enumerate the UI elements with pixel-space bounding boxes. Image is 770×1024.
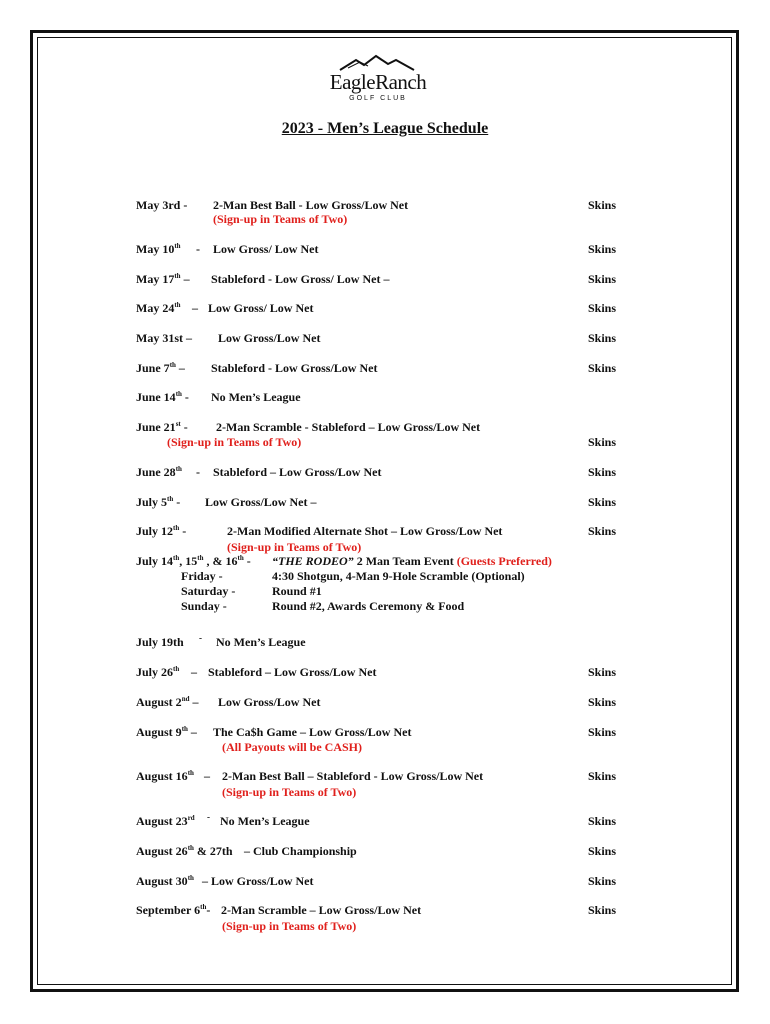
page-border-inner: [37, 37, 732, 985]
row-date: August 2nd –: [136, 695, 199, 709]
row-event: No Men’s League: [216, 635, 306, 649]
skins-label: Skins: [588, 903, 617, 917]
row-date: May 31st –: [136, 331, 192, 345]
rodeo-event-title: “THE RODEO”: [272, 554, 354, 568]
skins-label: Skins: [588, 495, 617, 509]
row-separator: -: [207, 812, 210, 822]
row-separator: -: [196, 465, 200, 479]
row-date: July 26th: [136, 665, 180, 679]
skins-label: Skins: [588, 331, 617, 345]
row-date: June 28th: [136, 465, 182, 479]
row-event: 2-Man Best Ball - Low Gross/Low Net: [213, 198, 409, 212]
row-date: July 12th -: [136, 524, 187, 538]
row-event: Stableford – Low Gross/Low Net: [213, 465, 382, 479]
row-date: August 23rd: [136, 814, 195, 828]
skins-label: Skins: [588, 435, 617, 449]
row-event: The Ca$h Game – Low Gross/Low Net: [213, 725, 412, 739]
logo-name: EagleRanch: [329, 70, 427, 94]
skins-label: Skins: [588, 874, 617, 888]
skins-label: Skins: [588, 272, 617, 286]
row-event: – Club Championship: [244, 844, 357, 858]
row-event: Low Gross/Low Net: [218, 331, 321, 345]
row-event: Low Gross/Low Net: [218, 695, 321, 709]
row-date: August 9th –: [136, 725, 197, 739]
row-note: (Sign-up in Teams of Two): [222, 919, 357, 933]
skins-label: Skins: [588, 665, 617, 679]
row-date: June 21st -: [136, 420, 188, 434]
skins-label: Skins: [588, 198, 617, 212]
eagle-ranch-logo: [318, 54, 448, 110]
row-event: Low Gross/Low Net –: [205, 495, 317, 509]
row-event: Low Gross/ Low Net: [208, 301, 314, 315]
row-separator: -: [196, 242, 200, 256]
row-date: August 30th: [136, 874, 194, 888]
row-event: Stableford – Low Gross/Low Net: [208, 665, 377, 679]
row-separator: –: [192, 301, 198, 315]
row-date: August 26th & 27th: [136, 844, 233, 858]
row-separator: -: [199, 633, 202, 643]
row-event: Low Gross/ Low Net: [213, 242, 319, 256]
page-title: 2023 - Men’s League Schedule: [281, 120, 489, 137]
row-event: 2-Man Best Ball – Stableford - Low Gross/Low Net: [222, 769, 484, 783]
skins-label: Skins: [588, 242, 617, 256]
row-event: Stableford - Low Gross/ Low Net –: [211, 272, 390, 286]
row-date: May 17th –: [136, 272, 190, 286]
skins-label: Skins: [588, 844, 617, 858]
rodeo-day: Saturday -: [181, 584, 236, 598]
row-note: (Sign-up in Teams of Two): [167, 435, 302, 449]
skins-label: Skins: [588, 695, 617, 709]
rodeo-guests-note: (Guests Preferred): [456, 554, 552, 568]
row-separator: –: [204, 769, 210, 783]
row-separator: –: [191, 665, 197, 679]
row-date: May 24th: [136, 301, 181, 315]
row-date: August 16th: [136, 769, 194, 783]
rodeo-day-detail: Round #1: [272, 584, 322, 598]
row-note: (Sign-up in Teams of Two): [213, 212, 348, 226]
rodeo-day: Friday -: [181, 569, 223, 583]
skins-label: Skins: [588, 725, 617, 739]
row-event: 2-Man Scramble – Low Gross/Low Net: [221, 903, 422, 917]
row-date: May 3rd -: [136, 198, 188, 212]
rodeo-day: Sunday -: [181, 599, 227, 613]
row-event: No Men’s League: [220, 814, 310, 828]
skins-label: Skins: [588, 301, 617, 315]
skins-label: Skins: [588, 814, 617, 828]
row-date: June 7th –: [136, 361, 185, 375]
row-date: July 5th -: [136, 495, 181, 509]
row-event: Stableford - Low Gross/Low Net: [211, 361, 378, 375]
logo-subtitle: GOLF CLUB: [349, 95, 407, 102]
row-note: (Sign-up in Teams of Two): [222, 785, 357, 799]
row-date: June 14th -: [136, 390, 189, 404]
rodeo-day-detail: Round #2, Awards Ceremony & Food: [272, 599, 465, 613]
row-date: May 10th: [136, 242, 181, 256]
row-date: July 19th: [136, 635, 184, 649]
row-note: (Sign-up in Teams of Two): [227, 540, 362, 554]
row-event: 2-Man Modified Alternate Shot – Low Gross/Low Net: [227, 524, 503, 538]
skins-label: Skins: [588, 465, 617, 479]
skins-label: Skins: [588, 524, 617, 538]
row-event: No Men’s League: [211, 390, 301, 404]
rodeo-dates: July 14th, 15th , & 16th -: [136, 554, 251, 568]
rodeo-event: “THE RODEO” 2 Man Team Event (Guests Preferred): [272, 554, 552, 568]
row-note: (All Payouts will be CASH): [222, 740, 363, 754]
row-date: September 6th-: [136, 903, 211, 917]
skins-label: Skins: [588, 769, 617, 783]
skins-label: Skins: [588, 361, 617, 375]
row-event: – Low Gross/Low Net: [202, 874, 314, 888]
rodeo-day-detail: 4:30 Shotgun, 4-Man 9-Hole Scramble (Optional): [272, 569, 525, 583]
row-event: 2-Man Scramble - Stableford – Low Gross/Low Net: [216, 420, 481, 434]
